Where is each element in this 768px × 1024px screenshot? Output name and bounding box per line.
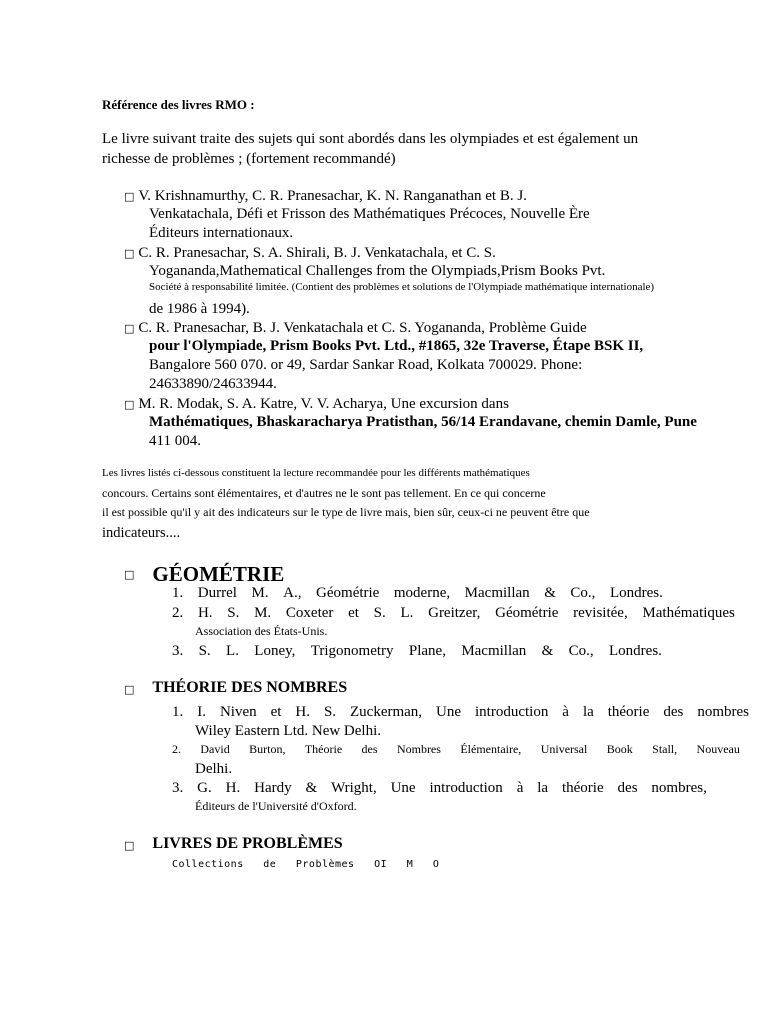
list-item-continuation: Éditeurs de l'Université d'Oxford. bbox=[195, 799, 357, 813]
reference-line: Venkatachala, Défi et Frisson des Mathématiques Précoces, Nouvelle Ère bbox=[149, 206, 590, 222]
note-line-1: Les livres listés ci-dessous constituent la lecture recommandée pour les différents mathématiques bbox=[102, 467, 530, 479]
reference-line: C. R. Pranesachar, S. A. Shirali, B. J. Venkatachala, et C. S. bbox=[138, 245, 496, 261]
word: nombres bbox=[697, 704, 749, 720]
problem-collections-line: Collections de Problèmes OI M O bbox=[172, 859, 440, 870]
reference-line: Bangalore 560 070. or 49, Sardar Sankar Road, Kolkata 700029. Phone: bbox=[149, 357, 583, 373]
reference-line: Yogananda,Mathematical Challenges from the Olympiads,Prism Books Pvt. bbox=[149, 263, 606, 279]
checkbox-bullet-icon: □ bbox=[124, 322, 135, 335]
list-number: 1. bbox=[172, 704, 184, 720]
word: Mathématiques bbox=[642, 605, 735, 621]
reference-line: V. Krishnamurthy, C. R. Pranesachar, K. N. Ranganathan et B. J. bbox=[138, 188, 527, 204]
list-item-continuation: Association des États-Unis. bbox=[195, 624, 328, 638]
note-line-4: indicateurs.... bbox=[102, 525, 181, 541]
reference-line: Société à responsabilité limitée. (Contient des problèmes et solutions de l'Olympiade mathématique internationale) bbox=[149, 281, 655, 293]
reference-line: de 1986 à 1994). bbox=[149, 301, 250, 317]
reference-line: Mathématiques, Bhaskaracharya Pratisthan, 56/14 Erandavane, chemin Damle, Pune bbox=[149, 414, 697, 430]
word: H. bbox=[225, 780, 241, 796]
reference-line: pour l'Olympiade, Prism Books Pvt. Ltd., #1865, 32e Traverse, Étape BSK II, bbox=[149, 338, 644, 354]
reference-item bbox=[124, 244, 496, 262]
word: des bbox=[663, 704, 684, 720]
list-item bbox=[172, 704, 749, 721]
word: Londres. bbox=[609, 585, 663, 601]
word: Théorie bbox=[304, 742, 343, 756]
word: Coxeter bbox=[285, 605, 334, 621]
word: S. bbox=[227, 605, 240, 621]
checkbox-bullet-icon: □ bbox=[124, 568, 135, 581]
word: moderne, bbox=[393, 585, 451, 601]
list-item bbox=[172, 585, 663, 602]
word: Book bbox=[606, 742, 633, 756]
word: théorie bbox=[607, 704, 650, 720]
word: introduction bbox=[429, 780, 503, 796]
word: Trigonometry bbox=[310, 643, 394, 659]
section-title: THÉORIE DES NOMBRES bbox=[152, 679, 348, 696]
word: théorie bbox=[561, 780, 604, 796]
word: & bbox=[541, 643, 554, 659]
intro-line-2: richesse de problèmes ; (fortement recommandé) bbox=[102, 151, 396, 167]
word: M. bbox=[251, 585, 269, 601]
list-number: 3. bbox=[172, 643, 184, 659]
word: Durrel bbox=[197, 585, 237, 601]
word: Géométrie bbox=[316, 585, 380, 601]
reference-line: 411 004. bbox=[149, 433, 201, 449]
word: L. bbox=[400, 605, 414, 621]
list-item bbox=[172, 742, 740, 757]
reference-line: Éditeurs internationaux. bbox=[149, 225, 294, 241]
word: Stall, bbox=[652, 742, 678, 756]
section-title: GÉOMÉTRIE bbox=[152, 562, 285, 586]
word: H. bbox=[295, 704, 310, 720]
word: G. bbox=[197, 780, 212, 796]
word: Macmillan bbox=[464, 585, 530, 601]
checkbox-bullet-icon: □ bbox=[124, 247, 135, 260]
word: Une bbox=[436, 704, 462, 720]
checkbox-bullet-icon: □ bbox=[124, 190, 135, 203]
word: Niven bbox=[219, 704, 257, 720]
section-number-theory bbox=[124, 679, 347, 697]
word: I. bbox=[197, 704, 206, 720]
word: Macmillan bbox=[461, 643, 527, 659]
word: Élémentaire, bbox=[460, 742, 522, 756]
word: à bbox=[516, 780, 524, 796]
word: introduction bbox=[475, 704, 549, 720]
word: L. bbox=[226, 643, 239, 659]
word: des bbox=[361, 742, 378, 756]
word: à bbox=[562, 704, 569, 720]
word: et bbox=[270, 704, 282, 720]
list-item-continuation: Delhi. bbox=[195, 761, 233, 777]
word: Co., bbox=[568, 643, 594, 659]
word: David bbox=[200, 742, 230, 756]
list-item bbox=[172, 780, 707, 797]
word: S. bbox=[323, 704, 337, 720]
reference-line: 24633890/24633944. bbox=[149, 376, 277, 392]
word: Co., bbox=[570, 585, 596, 601]
word: & bbox=[305, 780, 318, 796]
word: revisitée, bbox=[573, 605, 628, 621]
section-title: LIVRES DE PROBLÈMES bbox=[152, 835, 343, 852]
word: A., bbox=[283, 585, 302, 601]
checkbox-bullet-icon: □ bbox=[124, 398, 135, 411]
list-number: 2. bbox=[172, 742, 181, 756]
word: Londres. bbox=[609, 643, 662, 659]
reference-item bbox=[124, 187, 527, 205]
word: des bbox=[617, 780, 638, 796]
list-item bbox=[172, 643, 662, 660]
word: Plane, bbox=[408, 643, 446, 659]
word: Universal bbox=[540, 742, 588, 756]
word: & bbox=[544, 585, 556, 601]
word: la bbox=[537, 780, 549, 796]
word: Loney, bbox=[254, 643, 296, 659]
note-line-2: concours. Certains sont élémentaires, et d'autres ne le sont pas tellement. En ce qui concerne bbox=[102, 486, 546, 500]
section-problem-books bbox=[124, 835, 343, 853]
page-title: Référence des livres RMO : bbox=[102, 97, 255, 112]
reference-line: M. R. Modak, S. A. Katre, V. V. Acharya, Une excursion dans bbox=[138, 396, 509, 412]
word: H. bbox=[197, 605, 213, 621]
list-item bbox=[172, 605, 735, 622]
word: Zuckerman, bbox=[350, 704, 423, 720]
word: S. bbox=[373, 605, 386, 621]
word: Hardy bbox=[254, 780, 292, 796]
word: Wright, bbox=[331, 780, 377, 796]
checkbox-bullet-icon: □ bbox=[124, 683, 135, 696]
word: la bbox=[582, 704, 594, 720]
reference-item bbox=[124, 395, 509, 413]
word: Burton, bbox=[249, 742, 286, 756]
section-geometry bbox=[124, 562, 284, 587]
list-item-continuation: Wiley Eastern Ltd. New Delhi. bbox=[195, 723, 382, 739]
word: Greitzer, bbox=[428, 605, 481, 621]
intro-line-1: Le livre suivant traite des sujets qui sont abordés dans les olympiades et est également un bbox=[102, 131, 639, 147]
list-number: 3. bbox=[172, 780, 184, 796]
list-number: 2. bbox=[172, 605, 184, 621]
word: S. bbox=[198, 643, 211, 659]
word: Une bbox=[390, 780, 416, 796]
word: Nombres bbox=[396, 742, 441, 756]
note-line-3: il est possible qu'il y ait des indicateurs sur le type de livre mais, bien sûr, ceux-ci ne peuvent être que bbox=[102, 505, 590, 519]
word: et bbox=[348, 605, 359, 621]
word: nombres, bbox=[651, 780, 707, 796]
reference-item bbox=[124, 319, 587, 337]
checkbox-bullet-icon: □ bbox=[124, 839, 135, 852]
word: Géométrie bbox=[495, 605, 559, 621]
word: Nouveau bbox=[696, 742, 740, 756]
list-number: 1. bbox=[172, 585, 184, 601]
reference-line: C. R. Pranesachar, B. J. Venkatachala et C. S. Yogananda, Problème Guide bbox=[138, 320, 587, 336]
word: M. bbox=[254, 605, 272, 621]
